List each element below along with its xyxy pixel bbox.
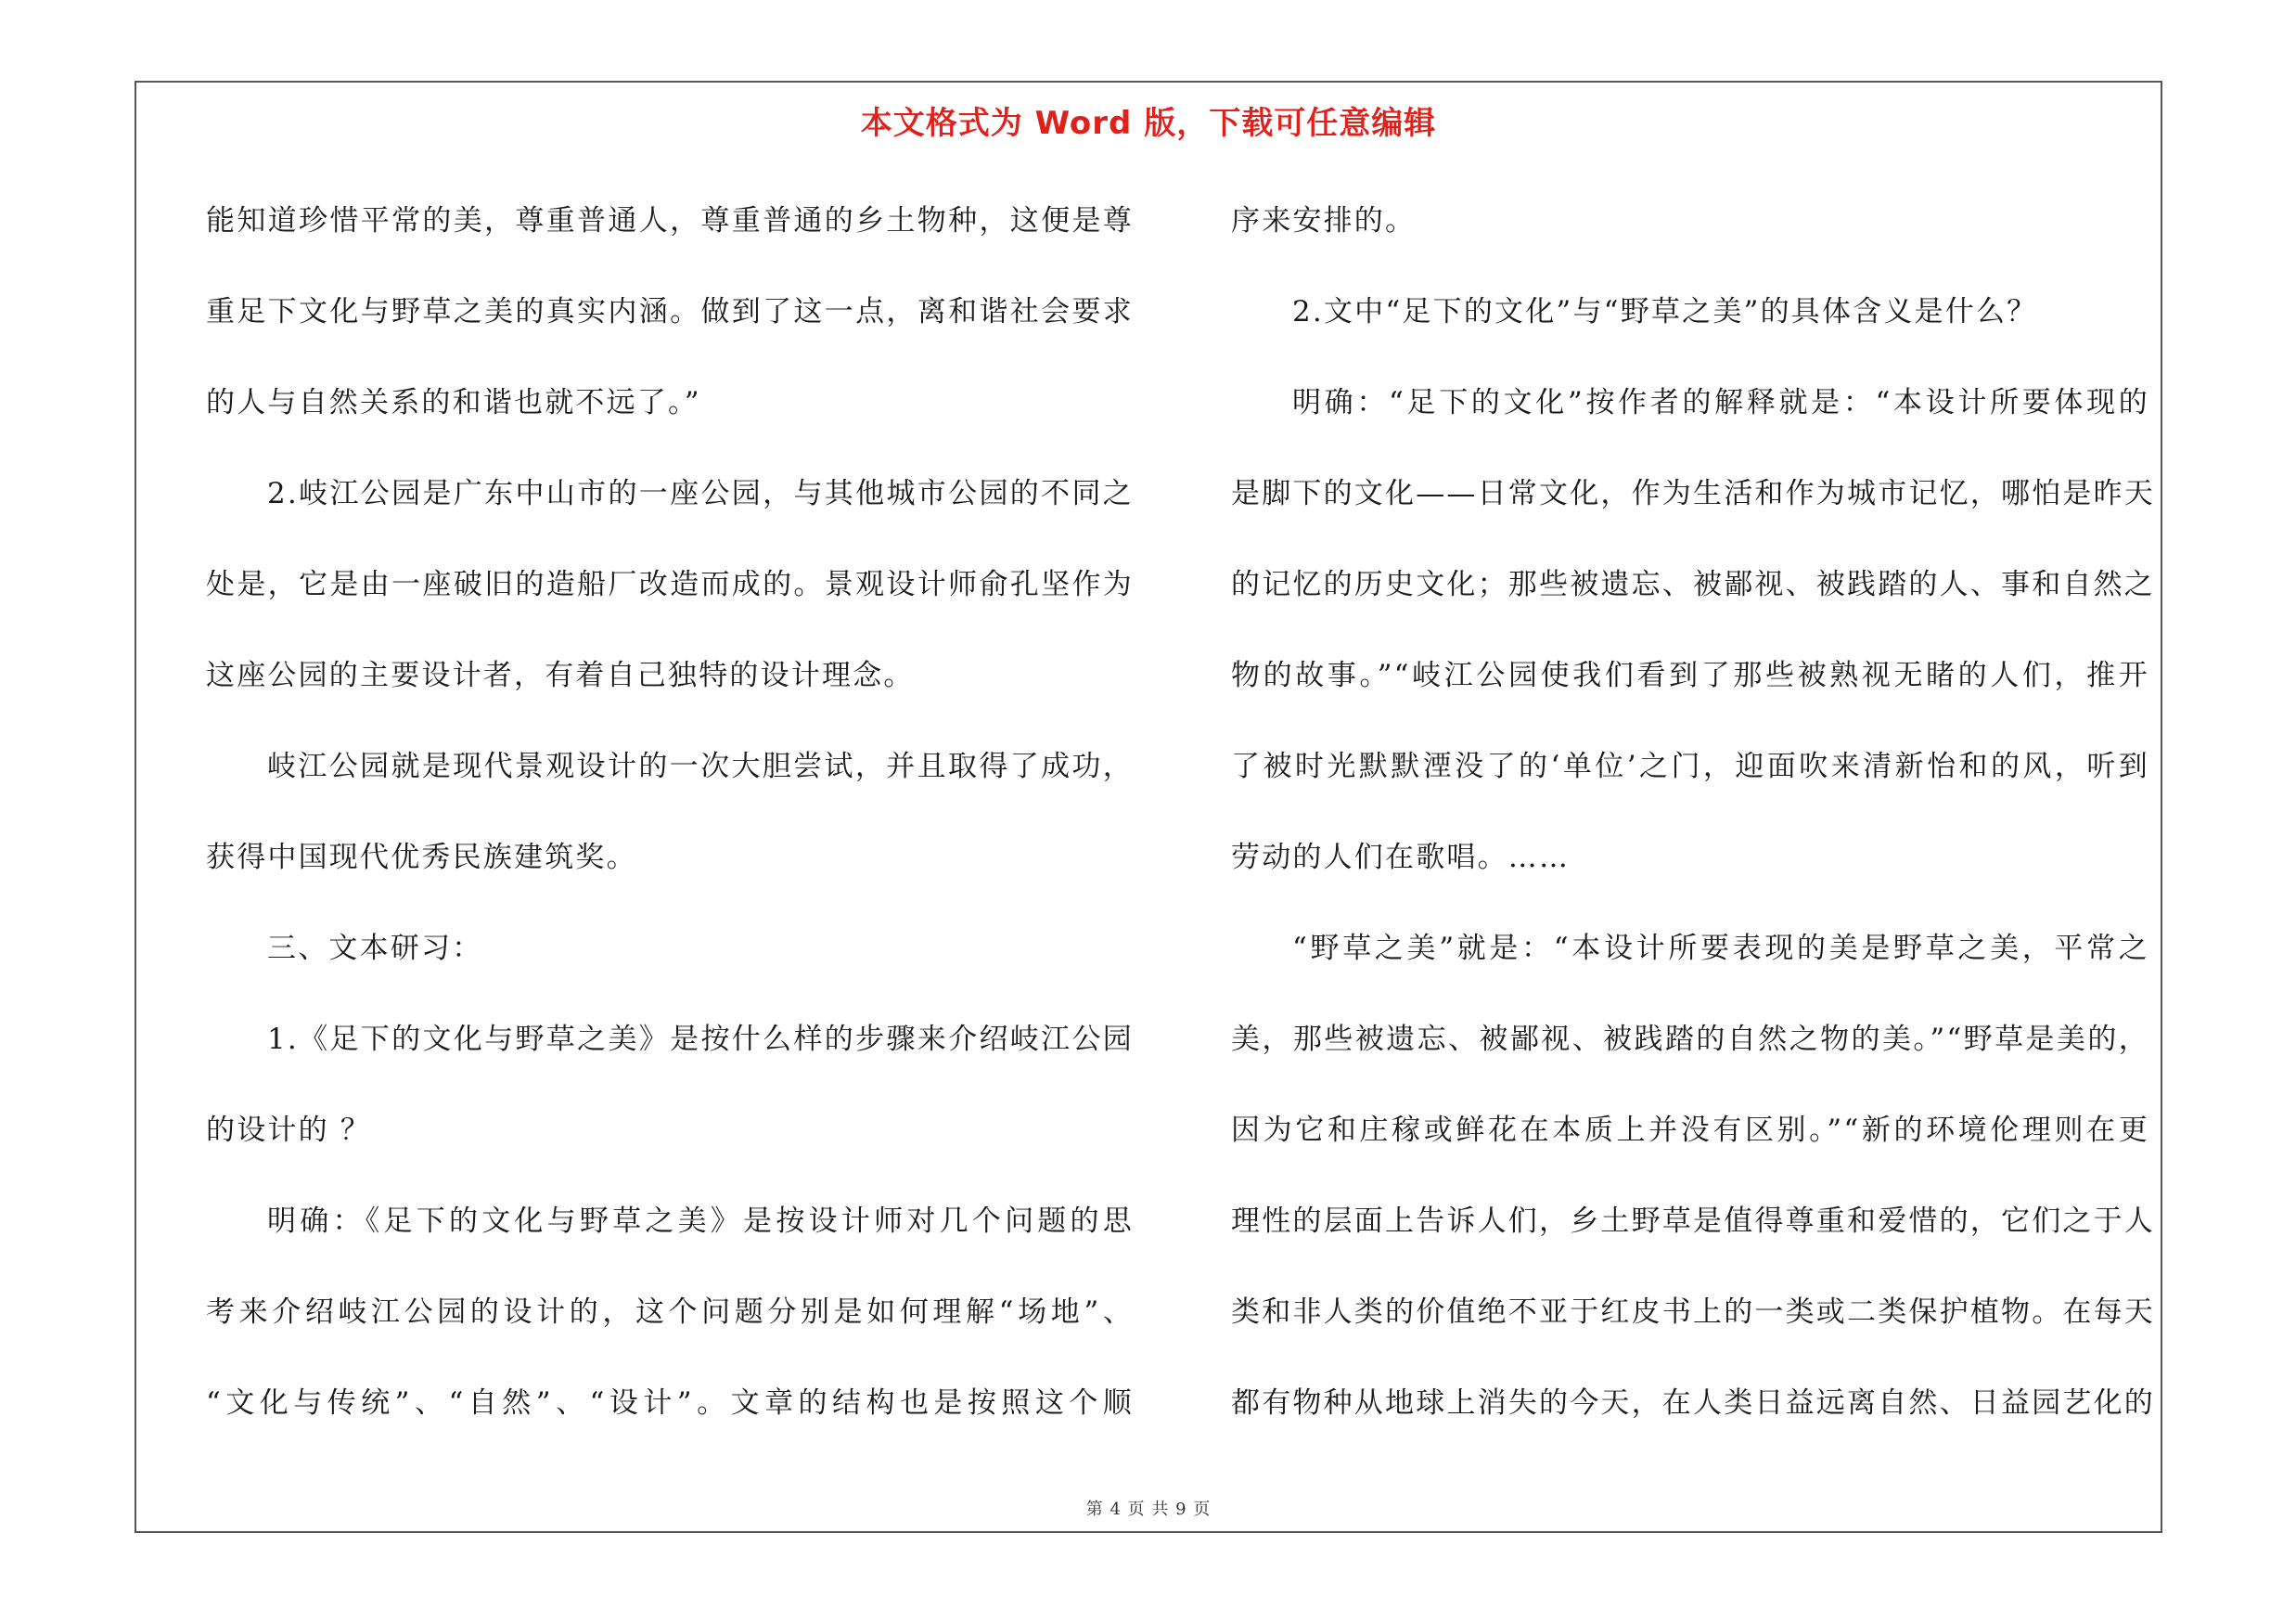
- right-line-13: 类和非人类的价值绝不亚于红皮书上的一类或二类保护植物。在每天: [1231, 1295, 2155, 1329]
- left-line-5: 处是，它是由一座破旧的造船厂改造而成的。景观设计师俞孔坚作为: [206, 568, 1134, 601]
- left-line-7: 岐江公园就是现代景观设计的一次大胆尝试，并且取得了成功，: [267, 750, 1134, 783]
- left-column: [206, 175, 1134, 1449]
- right-line-8: 劳动的人们在歌唱。……: [1231, 841, 1571, 874]
- left-line-10: 1.《足下的文化与野草之美》是按什么样的步骤来介绍岐江公园: [267, 1023, 1134, 1056]
- left-line-4: 2.岐江公园是广东中山市的一座公园，与其他城市公园的不同之: [267, 477, 1134, 510]
- right-line-11: 因为它和庄稼或鲜花在本质上并没有区别。”“新的环境伦理则在更: [1231, 1114, 2149, 1147]
- right-line-12: 理性的层面上告诉人们，乡土野草是值得尊重和爱惜的，它们之于人: [1231, 1204, 2155, 1238]
- right-line-2: 2.文中“足下的文化”与“野草之美”的具体含义是什么？: [1292, 295, 2038, 328]
- left-line-12: 明确：《足下的文化与野草之美》是按设计师对几个问题的思: [267, 1204, 1134, 1238]
- header-banner: 本文格式为 Word 版，下载可任意编辑: [860, 105, 1437, 142]
- right-line-5: 的记忆的历史文化；那些被遗忘、被鄙视、被践踏的人、事和自然之: [1231, 568, 2155, 601]
- left-line-8: 获得中国现代优秀民族建筑奖。: [206, 841, 637, 874]
- left-line-11: 的设计的 ？: [206, 1114, 372, 1147]
- page-frame: [135, 81, 2162, 1533]
- right-line-3: 明确：“足下的文化”按作者的解释就是：“本设计所要体现的: [1292, 386, 2149, 419]
- left-line-13: 考来介绍岐江公园的设计的，这个问题分别是如何理解“场地”、: [206, 1295, 1134, 1329]
- left-line-3: 的人与自然关系的和谐也就不远了。”: [206, 386, 701, 419]
- left-line-6: 这座公园的主要设计者，有着自己独特的设计理念。: [206, 659, 915, 692]
- right-line-7: 了被时光默默湮没了的‘单位’之门，迎面吹来清新怡和的风，听到: [1231, 750, 2149, 783]
- right-line-6: 物的故事。”“岐江公园使我们看到了那些被熟视无睹的人们，推开: [1231, 659, 2149, 692]
- left-line-2: 重足下文化与野草之美的真实内涵。做到了这一点，离和谐社会要求: [206, 295, 1134, 328]
- left-line-14: “文化与传统”、“自然”、“设计”。文章的结构也是按照这个顺: [206, 1386, 1134, 1420]
- right-line-10: 美，那些被遗忘、被鄙视、被践踏的自然之物的美。”“野草是美的，: [1231, 1023, 2149, 1056]
- right-line-1: 序来安排的。: [1231, 204, 1417, 238]
- right-line-9: “野草之美”就是：“本设计所要表现的美是野草之美，平常之: [1292, 932, 2149, 965]
- right-column: [1231, 175, 2155, 1449]
- right-line-14: 都有物种从地球上消失的今天，在人类日益远离自然、日益园艺化的: [1231, 1386, 2155, 1420]
- page-number-footer: 第 4 页 共 9 页: [1085, 1500, 1212, 1519]
- left-line-1: 能知道珍惜平常的美，尊重普通人，尊重普通的乡土物种，这便是尊: [206, 204, 1134, 238]
- left-line-9: 三、文本研习：: [267, 932, 483, 965]
- right-line-4: 是脚下的文化——日常文化，作为生活和作为城市记忆，哪怕是昨天: [1231, 477, 2155, 510]
